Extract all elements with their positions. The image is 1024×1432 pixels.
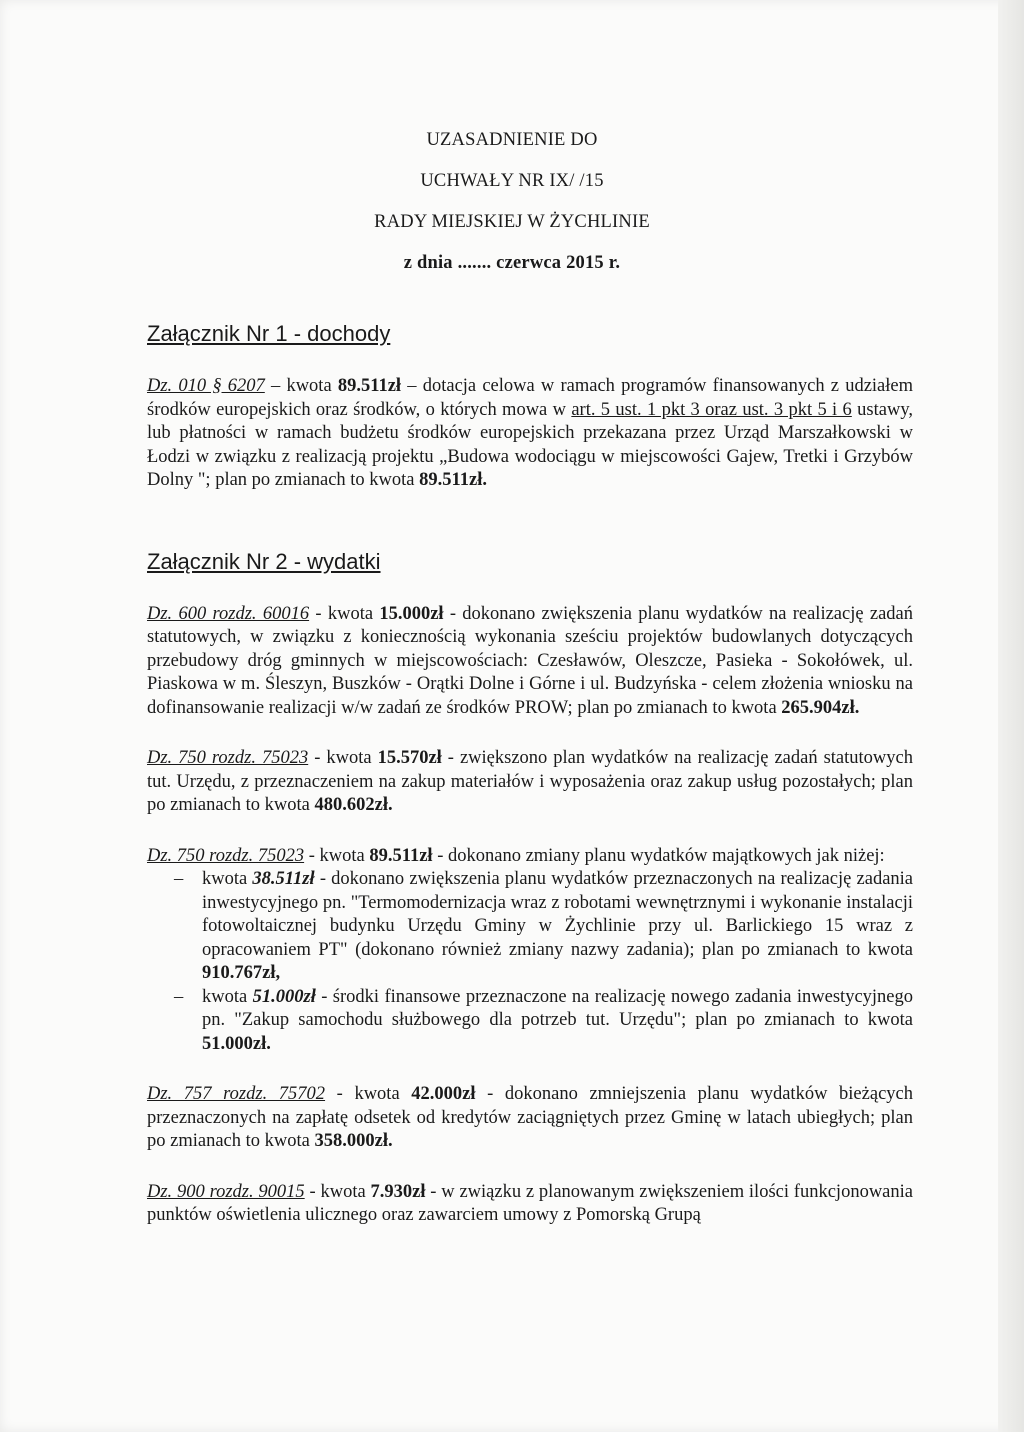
paragraph-income-010: Dz. 010 § 6207 – kwota 89.511zł – dotacja celowa w ramach programów finansowanych z udziałem środków europejskich oraz środków, o których mowa w art. 5 ust. 1 pkt 3 oraz ust. 3 pkt 5 i 6 ustawy, lub płatności w ramach budżetu środków europejskich przekazana przez Urząd Marszałkowski w Łodzi w związku z realizacją projektu „Budowa wodociągu w miejscowości Gajew, Tretki i Grzybów Dolny "; plan po zmianach to kwota 89.511zł.	[147, 376, 914, 490]
amount: 910.767zł,	[202, 963, 281, 983]
budget-reference: Dz. 757 rozdz. 75702	[147, 1084, 326, 1104]
paragraph-expense-750-b: Dz. 750 rozdz. 75023 - kwota 89.511zł - dokonano zmiany planu wydatków majątkowych jak niżej:	[147, 845, 885, 866]
budget-reference: Dz. 600 rozdz. 60016	[147, 603, 310, 624]
amount: 15.000zł	[379, 603, 444, 624]
document-body	[147, 320, 913, 1228]
amount: 38.511zł	[252, 869, 315, 889]
amount: 480.602zł.	[314, 795, 393, 815]
amount: 89.511zł.	[419, 470, 487, 490]
law-reference: art. 5 ust. 1 pkt 3 oraz ust. 3 pkt 5 i 6	[571, 399, 852, 420]
budget-reference: Dz. 750 rozdz. 75023	[147, 748, 309, 768]
amount: 15.570zł	[377, 748, 442, 768]
header-line-1: UZASADNIENIE DO	[426, 130, 598, 150]
header-line-3: RADY MIEJSKIEJ W ŻYCHLINIE	[374, 212, 650, 232]
list-item: – kwota 51.000zł - środki finansowe przeznaczone na realizację nowego zadania inwestycyjnego pn. "Zakup samochodu służbowego dla potrzeb tut. Urzędu"; plan po zmianach to kwota 51.000zł.	[202, 986, 913, 1057]
amount: 265.904zł.	[781, 697, 860, 718]
paragraph-expense-757: Dz. 757 rozdz. 75702 - kwota 42.000zł - dokonano zmniejszenia planu wydatków bieżących przeznaczonych na zapłatę odsetek od kredytów zaciągniętych przez Gminę w latach ubiegłych; plan po zmianach to kwota 358.000zł.	[147, 1084, 913, 1151]
document-header	[0, 120, 1024, 284]
list-item: – kwota 38.511zł - dokonano zwiększenia planu wydatków przeznaczonych na realizację zadania inwestycyjnego pn. "Termomodernizacja wraz z robotami wewnętrznymi i wykonanie instalacji fotowoltaicznej budynku Urzędu Gminy w Żychlinie przy ul. Barlickiego 15 wraz z opracowaniem PT" (dokonano również zmiany nazwy zadania); plan po zmianach to kwota 910.767zł,	[202, 868, 913, 986]
amount: 51.000zł	[252, 986, 316, 1007]
amount: 89.511zł	[337, 376, 402, 396]
section-title-income: Załącznik Nr 1 - dochody	[147, 321, 391, 346]
amount: 358.000zł.	[314, 1131, 393, 1151]
budget-reference: Dz. 900 rozdz. 90015	[147, 1181, 305, 1202]
header-date: z dnia ....... czerwca 2015 r.	[403, 253, 621, 273]
budget-reference: Dz. 750 rozdz. 75023	[147, 845, 305, 866]
amount: 42.000zł	[411, 1084, 476, 1104]
amount: 51.000zł.	[202, 1033, 271, 1054]
paragraph-expense-750-a: Dz. 750 rozdz. 75023 - kwota 15.570zł - zwiększono plan wydatków na realizację zadań statutowych tut. Urzędu, z przeznaczeniem na zakup materiałów i wyposażenia oraz zakup usług pozostałych; plan po zmianach to kwota 480.602zł.	[147, 748, 913, 815]
budget-reference: Dz. 010 § 6207	[147, 376, 265, 396]
amount: 89.511zł	[369, 845, 433, 866]
paragraph-expense-600: Dz. 600 rozdz. 60016 - kwota 15.000zł - dokonano zwiększenia planu wydatków na realizację zadań statutowych, w związku z koniecznością wykonania sześciu projektów budowlanych dotyczących przebudowy dróg gminnych w miejscowościach: Czesławów, Oleszcze, Pasieka - Sokołówek, ul. Piaskowa w m. Śleszyn, Buszków - Orątki Dolne i Górne i ul. Budzyńska - celem złożenia wniosku na dofinansowanie realizacji w/w zadań ze środków PROW; plan po zmianach to kwota 265.904zł.	[147, 603, 913, 718]
section-title-expenses: Załącznik Nr 2 - wydatki	[147, 548, 381, 574]
header-line-2: UCHWAŁY NR IX/ /15	[420, 171, 604, 191]
expense-breakdown-list	[147, 868, 913, 1056]
amount: 7.930zł	[370, 1181, 426, 1202]
paragraph-expense-900: Dz. 900 rozdz. 90015 - kwota 7.930zł - w związku z planowanym zwiększeniem ilości funkcjonowania punktów oświetlenia ulicznego oraz zawarciem umowy z Pomorską Grupą	[147, 1181, 913, 1225]
